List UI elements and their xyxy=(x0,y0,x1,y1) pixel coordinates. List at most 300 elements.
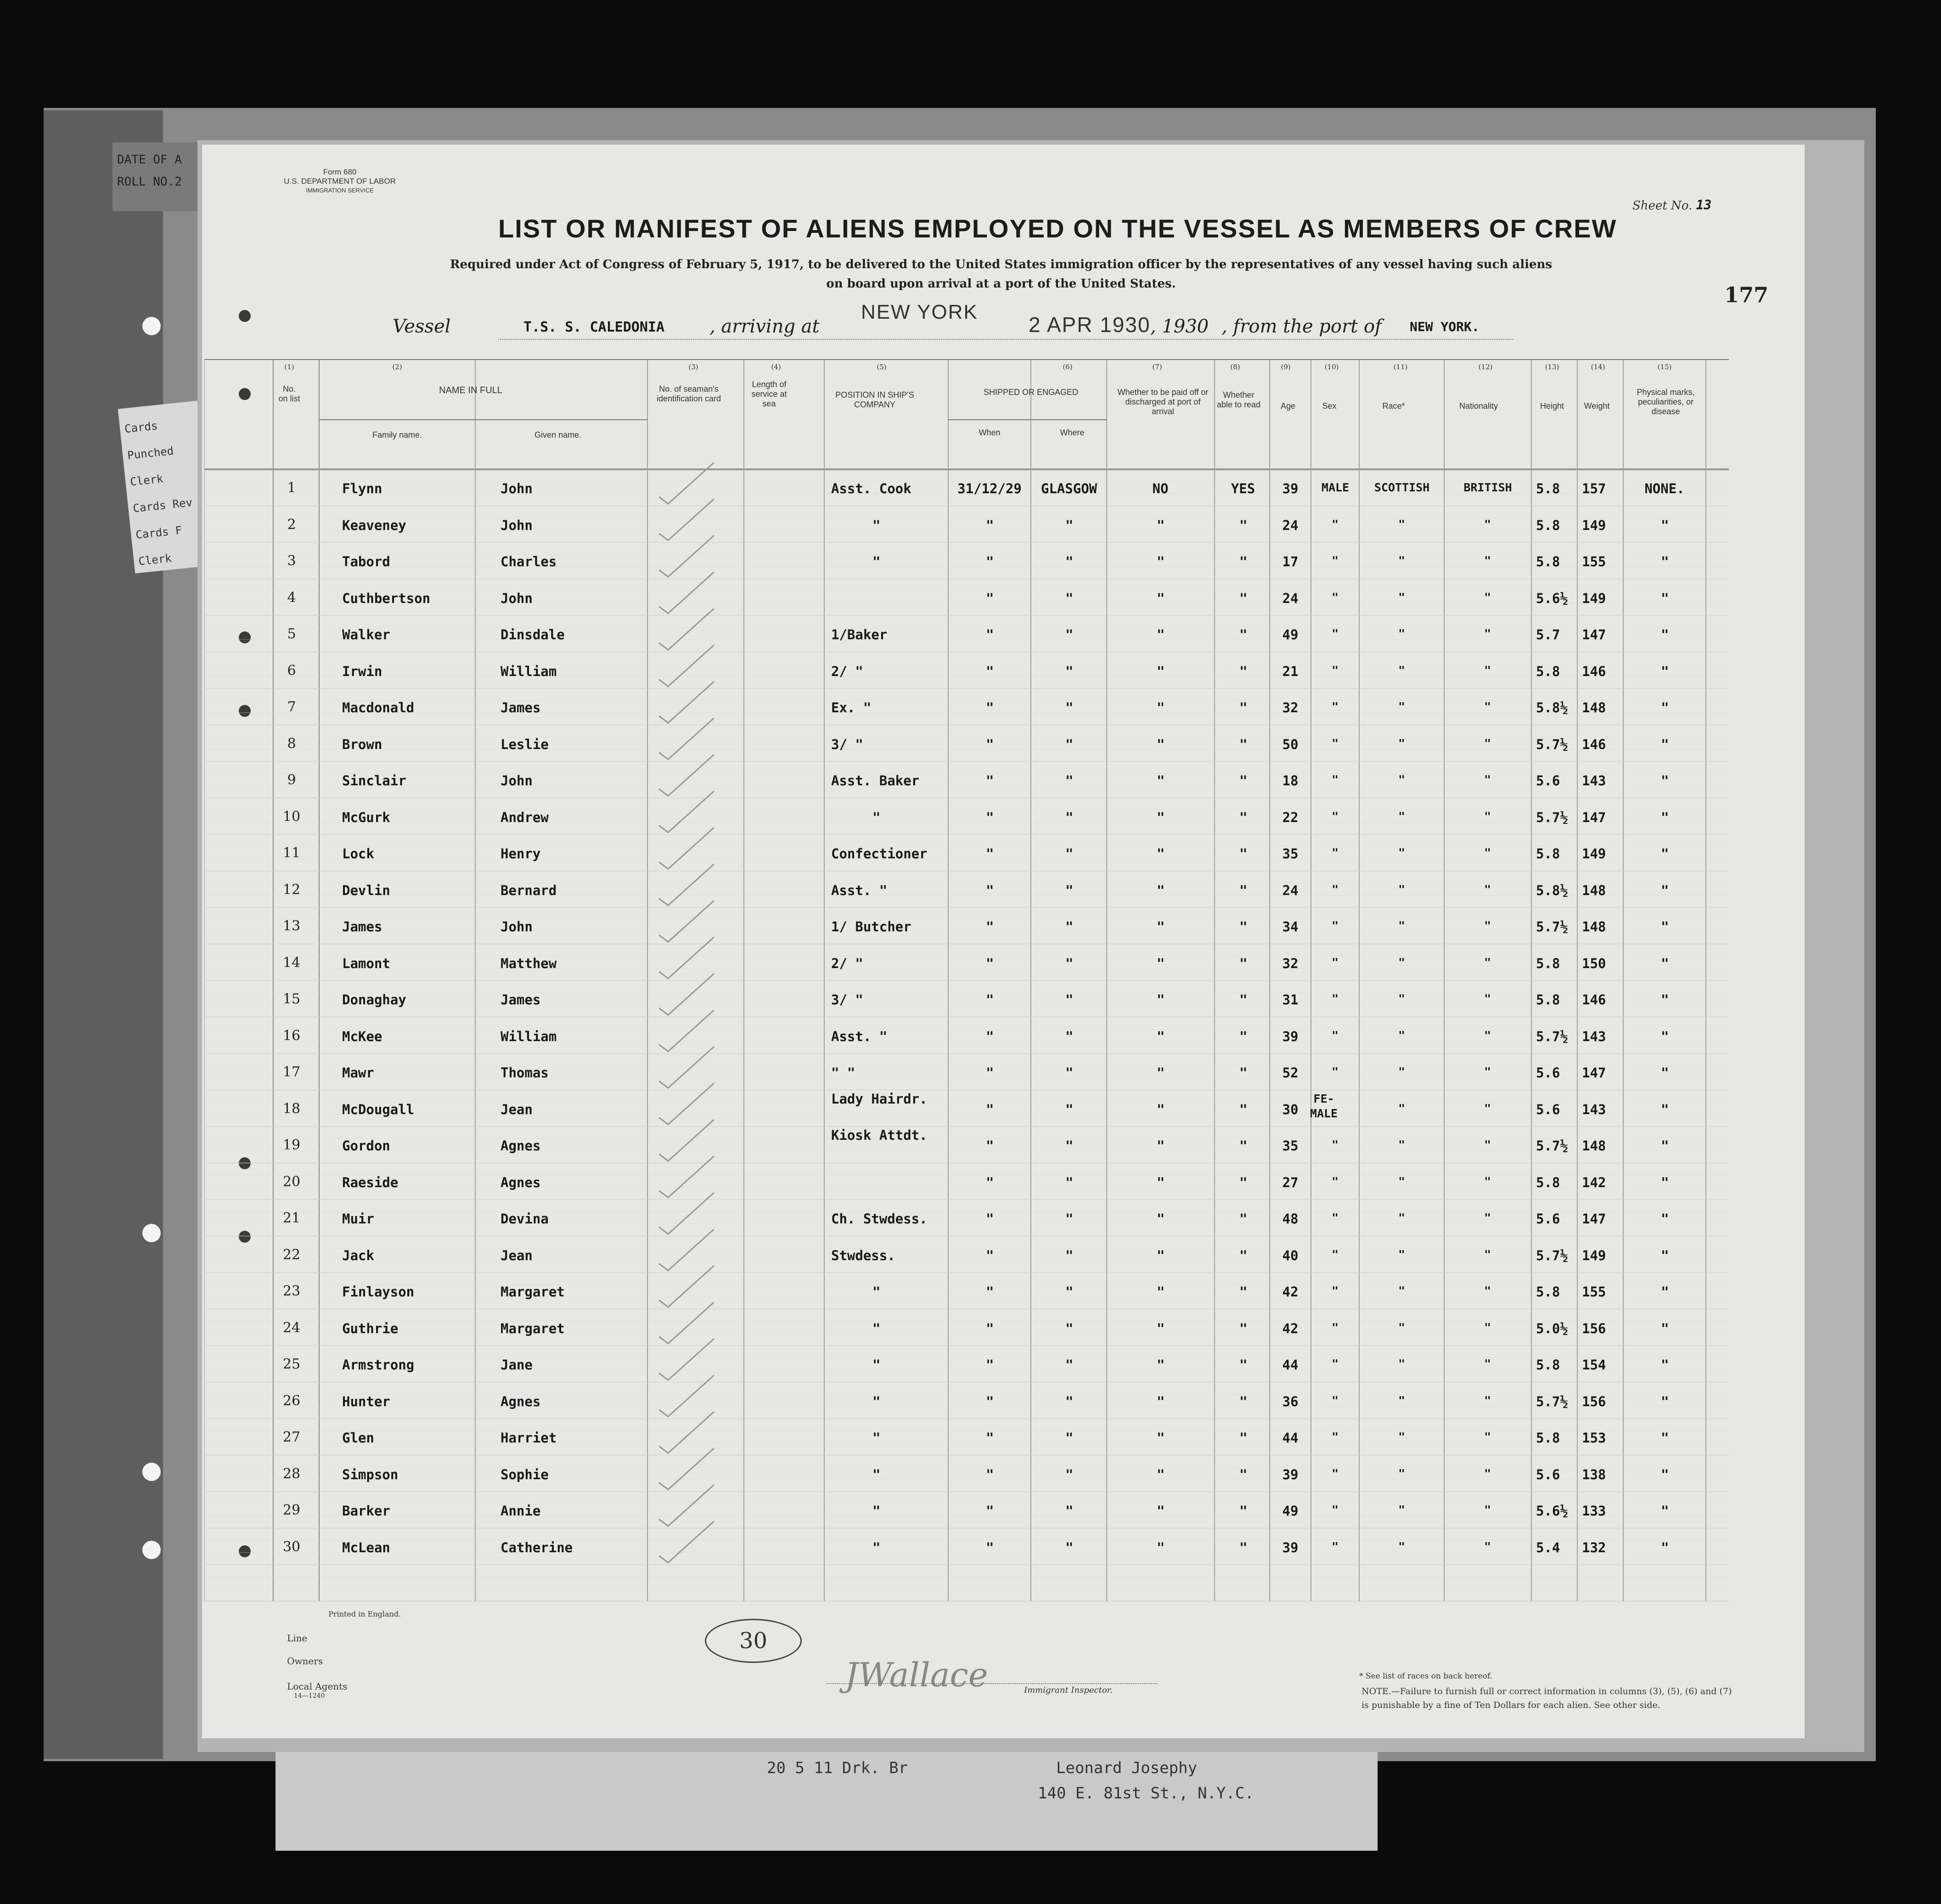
paid-off-cell: " xyxy=(1157,955,1165,971)
shipped-where-cell: " xyxy=(1065,1357,1074,1373)
given-name-cell: Andrew xyxy=(501,809,549,825)
family-name-cell: Sinclair xyxy=(342,773,406,789)
sex-cell: " xyxy=(1332,517,1339,531)
height-cell: 5.8 xyxy=(1536,1284,1560,1300)
nationality-cell: " xyxy=(1484,1430,1491,1443)
age-cell: 39 xyxy=(1282,1028,1299,1044)
weight-cell: 153 xyxy=(1582,1430,1606,1446)
shipped-when-cell: 31/12/29 xyxy=(957,481,1022,496)
service-name: IMMIGRATION SERVICE xyxy=(306,187,374,194)
row-number: 19 xyxy=(282,1137,301,1153)
race-cell: " xyxy=(1398,809,1406,823)
able-to-read-cell: " xyxy=(1239,1247,1248,1263)
able-to-read-cell: " xyxy=(1239,1284,1248,1300)
height-cell: 5.6 xyxy=(1536,773,1560,789)
position-cell: 3/ " xyxy=(831,992,863,1008)
paid-off-cell: " xyxy=(1157,1065,1165,1081)
checkmark-icon xyxy=(659,901,714,942)
physical-marks-cell: " xyxy=(1661,955,1669,971)
nationality-cell: " xyxy=(1484,919,1491,932)
sex-cell: " xyxy=(1332,1211,1339,1224)
given-name-cell: Leslie xyxy=(501,736,549,752)
able-to-read-cell: YES xyxy=(1231,481,1255,496)
checkmark-icon xyxy=(659,608,714,650)
family-name-cell: James xyxy=(342,919,383,935)
able-to-read-cell: " xyxy=(1239,1065,1248,1081)
given-name-cell: Charles xyxy=(501,554,557,569)
shipped-when-cell: " xyxy=(986,1393,994,1409)
position-cell: " xyxy=(872,517,881,533)
weight-cell: 148 xyxy=(1582,919,1606,935)
able-to-read-cell: " xyxy=(1239,627,1248,642)
family-name-cell: Lock xyxy=(342,846,374,862)
header-where: Where xyxy=(1060,428,1085,437)
nationality-cell: " xyxy=(1484,1320,1491,1334)
given-name-cell: John xyxy=(501,590,533,606)
age-cell: 36 xyxy=(1282,1393,1299,1409)
age-cell: 22 xyxy=(1282,809,1299,825)
height-cell: 5.8 xyxy=(1536,554,1560,569)
shipped-when-cell: " xyxy=(986,1211,994,1227)
row-number: 10 xyxy=(282,808,301,825)
given-name-cell: Agnes xyxy=(501,1174,541,1190)
race-cell: " xyxy=(1398,1320,1406,1334)
shipped-when-cell: " xyxy=(986,1320,994,1336)
left-sheet-edge xyxy=(44,110,163,1759)
weight-cell: 156 xyxy=(1582,1393,1606,1409)
sex-cell: " xyxy=(1332,700,1339,713)
column-number: (8) xyxy=(1230,363,1240,371)
penalty-note-2: is punishable by a fine of Ten Dollars for each alien. See other side. xyxy=(1362,1700,1660,1710)
able-to-read-cell: " xyxy=(1239,590,1248,606)
paid-off-cell: " xyxy=(1157,1430,1165,1446)
inspector-signature: JWallace xyxy=(845,1656,988,1694)
physical-marks-cell: " xyxy=(1661,1138,1669,1154)
race-cell: " xyxy=(1398,882,1406,896)
department-name: U.S. DEPARTMENT OF LABOR xyxy=(284,177,396,186)
weight-cell: 143 xyxy=(1582,1028,1606,1044)
height-cell: 5.8 xyxy=(1536,481,1560,496)
weight-cell: 142 xyxy=(1582,1174,1606,1190)
height-cell: 5.6 xyxy=(1536,1466,1560,1482)
column-number: (1) xyxy=(284,363,294,371)
able-to-read-cell: " xyxy=(1239,992,1248,1008)
nationality-cell: " xyxy=(1484,809,1491,823)
height-cell: 5.7½ xyxy=(1536,1247,1568,1263)
header-marks: Physical marks, peculiarities, or disease xyxy=(1637,388,1695,416)
arriving-label: , arriving at xyxy=(709,316,820,337)
header-when: When xyxy=(979,428,1001,437)
shipped-where-cell: " xyxy=(1065,1174,1074,1190)
shipped-when-cell: " xyxy=(986,663,994,679)
race-cell: " xyxy=(1398,992,1406,1005)
paid-off-cell: NO xyxy=(1152,481,1169,496)
age-cell: 24 xyxy=(1282,517,1299,533)
family-name-cell: Donaghay xyxy=(342,992,406,1008)
column-number: (9) xyxy=(1281,363,1291,371)
able-to-read-cell: " xyxy=(1239,846,1248,862)
shipped-where-cell: " xyxy=(1065,663,1074,679)
able-to-read-cell: " xyxy=(1239,882,1248,898)
family-name-cell: Guthrie xyxy=(342,1320,399,1336)
column-number: (2) xyxy=(392,363,402,371)
nationality-cell: " xyxy=(1484,736,1491,750)
paid-off-cell: " xyxy=(1157,1247,1165,1263)
weight-cell: 157 xyxy=(1582,481,1606,496)
checkmark-icon xyxy=(659,645,714,687)
physical-marks-cell: " xyxy=(1661,1101,1669,1117)
nationality-cell: " xyxy=(1484,1028,1491,1042)
shipped-where-cell: " xyxy=(1065,1430,1074,1446)
header-nationality: Nationality xyxy=(1459,401,1498,411)
able-to-read-cell: " xyxy=(1239,1211,1248,1227)
age-cell: 44 xyxy=(1282,1357,1299,1373)
able-to-read-cell: " xyxy=(1239,955,1248,971)
family-name-cell: Glen xyxy=(342,1430,374,1446)
row-number: 11 xyxy=(282,845,301,861)
shipped-where-cell: " xyxy=(1065,992,1074,1008)
from-port-label: , from the port of xyxy=(1221,316,1382,337)
shipped-when-cell: " xyxy=(986,1174,994,1190)
weight-cell: 133 xyxy=(1582,1503,1606,1519)
stub-line-2: ROLL NO.2 xyxy=(117,175,182,189)
paid-off-cell: " xyxy=(1157,809,1165,825)
physical-marks-cell: " xyxy=(1661,1503,1669,1519)
header-race: Race* xyxy=(1382,401,1405,411)
nationality-cell: " xyxy=(1484,554,1491,567)
race-cell: " xyxy=(1398,955,1406,969)
height-cell: 5.8 xyxy=(1536,1174,1560,1190)
family-name-cell: Raeside xyxy=(342,1174,399,1190)
height-cell: 5.7 xyxy=(1536,627,1560,642)
weight-cell: 147 xyxy=(1582,1211,1606,1227)
height-cell: 5.7½ xyxy=(1536,919,1568,935)
given-name-cell: William xyxy=(501,1028,557,1044)
checkmark-icon xyxy=(659,1485,714,1526)
family-name-cell: Tabord xyxy=(342,554,390,569)
shipped-where-cell: " xyxy=(1065,1138,1074,1154)
checkmark-icon xyxy=(659,1193,714,1234)
family-name-cell: Armstrong xyxy=(342,1357,415,1373)
height-cell: 5.6½ xyxy=(1536,1503,1568,1519)
sex-cell: " xyxy=(1332,1065,1339,1078)
nationality-cell: " xyxy=(1484,1539,1491,1553)
column-number: (13) xyxy=(1545,363,1559,371)
nationality-cell: " xyxy=(1484,955,1491,969)
printed-in: Printed in England. xyxy=(328,1610,401,1618)
family-name-cell: Keaveney xyxy=(342,517,406,533)
sex-cell: " xyxy=(1332,627,1339,640)
column-number: (4) xyxy=(771,363,781,371)
paid-off-cell: " xyxy=(1157,1357,1165,1373)
family-name-cell: Simpson xyxy=(342,1466,399,1482)
row-number: 20 xyxy=(282,1173,301,1190)
row-number: 21 xyxy=(282,1210,301,1226)
able-to-read-cell: " xyxy=(1239,1320,1248,1336)
punch-hole xyxy=(142,1541,161,1559)
paid-off-cell: " xyxy=(1157,846,1165,862)
able-to-read-cell: " xyxy=(1239,1357,1248,1373)
height-cell: 5.7½ xyxy=(1536,736,1568,752)
height-cell: 5.6 xyxy=(1536,1065,1560,1081)
column-number: (5) xyxy=(877,363,887,371)
nationality-cell: " xyxy=(1484,1138,1491,1151)
physical-marks-cell: " xyxy=(1661,517,1669,533)
race-cell: " xyxy=(1398,1357,1406,1370)
checkmark-icon xyxy=(659,718,714,760)
weight-cell: 132 xyxy=(1582,1539,1606,1555)
header-age: Age xyxy=(1280,401,1296,411)
height-cell: 5.7½ xyxy=(1536,809,1568,825)
row-number: 22 xyxy=(282,1246,301,1263)
row-number: 24 xyxy=(282,1319,301,1336)
height-cell: 5.0½ xyxy=(1536,1320,1568,1336)
shipped-where-cell: " xyxy=(1065,736,1074,752)
header-shipped: SHIPPED OR ENGAGED xyxy=(983,388,1079,397)
age-cell: 32 xyxy=(1282,700,1299,715)
able-to-read-cell: " xyxy=(1239,663,1248,679)
checkmark-icon xyxy=(659,1521,714,1563)
side-card-line: Clerk xyxy=(129,472,164,489)
position-cell: " xyxy=(872,1430,881,1446)
height-cell: 5.6 xyxy=(1536,1211,1560,1227)
sex-cell: FE-MALE xyxy=(1310,1092,1338,1120)
nationality-cell: " xyxy=(1484,1247,1491,1261)
able-to-read-cell: " xyxy=(1239,1393,1248,1409)
position-cell: Asst. Cook xyxy=(831,481,911,496)
form-code: 14—1240 xyxy=(294,1692,325,1700)
shipped-when-cell: " xyxy=(986,1503,994,1519)
header-position: POSITION IN SHIP'S COMPANY xyxy=(835,390,914,409)
weight-cell: 155 xyxy=(1582,554,1606,569)
able-to-read-cell: " xyxy=(1239,517,1248,533)
position-cell: " xyxy=(872,1284,881,1300)
shipped-when-cell: " xyxy=(986,517,994,533)
row-number: 16 xyxy=(282,1027,301,1044)
side-card-line: Cards F xyxy=(135,524,183,542)
inspector-rule xyxy=(827,1683,1157,1684)
column-number: (3) xyxy=(688,363,698,371)
nationality-cell: " xyxy=(1484,882,1491,896)
able-to-read-cell: " xyxy=(1239,809,1248,825)
checkmark-icon xyxy=(659,572,714,614)
subtitle-line-2: on board upon arrival at a port of the United States. xyxy=(826,277,1176,291)
given-name-cell: John xyxy=(501,481,533,496)
checkmark-icon xyxy=(659,682,714,723)
race-cell: " xyxy=(1398,627,1406,640)
position-cell: Stwdess. xyxy=(831,1247,895,1263)
shipped-when-cell: " xyxy=(986,992,994,1008)
stub-line-1: DATE OF A xyxy=(117,153,182,167)
race-cell: " xyxy=(1398,1247,1406,1261)
race-cell: " xyxy=(1398,1503,1406,1516)
age-cell: 31 xyxy=(1282,992,1299,1008)
given-name-cell: Agnes xyxy=(501,1393,541,1409)
shipped-when-cell: " xyxy=(986,1101,994,1117)
header-length-service: Length of service at sea xyxy=(751,380,787,408)
physical-marks-cell: " xyxy=(1661,1393,1669,1409)
nationality-cell: " xyxy=(1484,627,1491,640)
year-printed: , 1930 xyxy=(1150,316,1209,337)
given-name-cell: Jean xyxy=(501,1101,533,1117)
paid-off-cell: " xyxy=(1157,1284,1165,1300)
shipped-when-cell: " xyxy=(986,700,994,715)
circled-count xyxy=(705,1619,802,1663)
nationality-cell: " xyxy=(1484,846,1491,859)
sheet-label: Sheet No. xyxy=(1632,199,1693,213)
owners-label: Owners xyxy=(287,1656,323,1667)
nationality-cell: " xyxy=(1484,590,1491,604)
column-number: (7) xyxy=(1152,363,1162,371)
checkmark-icon xyxy=(659,1083,714,1125)
family-name-cell: Barker xyxy=(342,1503,390,1519)
height-cell: 5.7½ xyxy=(1536,1138,1568,1154)
weight-cell: 149 xyxy=(1582,517,1606,533)
row-number: 1 xyxy=(287,480,296,496)
shipped-where-cell: " xyxy=(1065,809,1074,825)
header-paid-off: Whether to be paid off or discharged at port of arrival xyxy=(1117,388,1209,416)
sex-cell: " xyxy=(1332,1393,1339,1407)
sex-cell: " xyxy=(1332,1320,1339,1334)
height-cell: 5.8 xyxy=(1536,1357,1560,1373)
paid-off-cell: " xyxy=(1157,590,1165,606)
able-to-read-cell: " xyxy=(1239,736,1248,752)
column-number: (12) xyxy=(1478,363,1493,371)
position-cell: 2/ " xyxy=(831,663,863,679)
race-cell: SCOTTISH xyxy=(1374,481,1430,494)
physical-marks-cell: " xyxy=(1661,1028,1669,1044)
weight-cell: 148 xyxy=(1582,700,1606,715)
checkmark-icon xyxy=(659,1156,714,1198)
physical-marks-cell: " xyxy=(1661,663,1669,679)
shipped-where-cell: " xyxy=(1065,846,1074,862)
given-name-cell: Henry xyxy=(501,846,541,862)
family-name-cell: Finlayson xyxy=(342,1284,415,1300)
punch-hole xyxy=(142,1224,161,1242)
position-cell: 1/ Butcher xyxy=(831,919,911,935)
header-no-on-list: No. on list xyxy=(278,384,300,403)
shipped-when-cell: " xyxy=(986,1466,994,1482)
physical-marks-cell: " xyxy=(1661,736,1669,752)
sex-cell: " xyxy=(1332,663,1339,677)
shipped-where-cell: " xyxy=(1065,1284,1074,1300)
physical-marks-cell: " xyxy=(1661,773,1669,789)
shipped-when-cell: " xyxy=(986,882,994,898)
row-number: 26 xyxy=(282,1392,301,1409)
nationality-cell: " xyxy=(1484,1174,1491,1188)
checkmark-icon xyxy=(659,755,714,796)
side-card-line: Cards Punched xyxy=(124,419,174,462)
race-cell: " xyxy=(1398,1065,1406,1078)
paid-off-cell: " xyxy=(1157,663,1165,679)
sex-cell: " xyxy=(1332,1247,1339,1261)
checkmark-icon xyxy=(659,1412,714,1453)
sex-cell: " xyxy=(1332,590,1339,604)
physical-marks-cell: " xyxy=(1661,1466,1669,1482)
physical-marks-cell: " xyxy=(1661,1065,1669,1081)
paid-off-cell: " xyxy=(1157,1539,1165,1555)
circled-count-value: 30 xyxy=(739,1628,768,1654)
weight-cell: 147 xyxy=(1582,809,1606,825)
able-to-read-cell: " xyxy=(1239,919,1248,935)
age-cell: 35 xyxy=(1282,846,1299,862)
age-cell: 24 xyxy=(1282,590,1299,606)
given-name-cell: Dinsdale xyxy=(501,627,565,642)
weight-cell: 148 xyxy=(1582,1138,1606,1154)
weight-cell: 156 xyxy=(1582,1320,1606,1336)
given-name-cell: Thomas xyxy=(501,1065,549,1081)
given-name-cell: Sophie xyxy=(501,1466,549,1482)
row-number: 4 xyxy=(287,589,296,606)
able-to-read-cell: " xyxy=(1239,773,1248,789)
position-cell: Ex. " xyxy=(831,700,872,715)
shipped-when-cell: " xyxy=(986,1284,994,1300)
family-name-cell: Gordon xyxy=(342,1138,390,1154)
weight-cell: 146 xyxy=(1582,736,1606,752)
able-to-read-cell: " xyxy=(1239,1028,1248,1044)
age-cell: 32 xyxy=(1282,955,1299,971)
sex-cell: " xyxy=(1332,1138,1339,1151)
column-number: (6) xyxy=(1063,363,1073,371)
given-name-cell: James xyxy=(501,700,541,715)
age-cell: 50 xyxy=(1282,736,1299,752)
shipped-when-cell: " xyxy=(986,1065,994,1081)
date-stamp: 2 APR 1930 xyxy=(1029,313,1151,337)
position-cell: " xyxy=(872,554,881,569)
race-cell: " xyxy=(1398,736,1406,750)
race-cell: " xyxy=(1398,517,1406,531)
shipped-where-cell: " xyxy=(1065,919,1074,935)
age-cell: 35 xyxy=(1282,1138,1299,1154)
weight-cell: 146 xyxy=(1582,663,1606,679)
physical-marks-cell: " xyxy=(1661,882,1669,898)
able-to-read-cell: " xyxy=(1239,1503,1248,1519)
weight-cell: 150 xyxy=(1582,955,1606,971)
line-label: Line xyxy=(287,1633,308,1644)
paid-off-cell: " xyxy=(1157,700,1165,715)
shipped-where-cell: " xyxy=(1065,1466,1074,1482)
family-name-cell: McKee xyxy=(342,1028,383,1044)
age-cell: 24 xyxy=(1282,882,1299,898)
sex-cell: " xyxy=(1332,1466,1339,1480)
shipped-where-cell: " xyxy=(1065,882,1074,898)
age-cell: 42 xyxy=(1282,1320,1299,1336)
sex-cell: " xyxy=(1332,1284,1339,1297)
checkmark-icon xyxy=(659,1375,714,1417)
shipped-where-cell: " xyxy=(1065,700,1074,715)
shipped-where-cell: " xyxy=(1065,1503,1074,1519)
punch-hole xyxy=(142,1463,161,1481)
physical-marks-cell: NONE. xyxy=(1644,481,1685,496)
height-cell: 5.8 xyxy=(1536,846,1560,862)
given-name-cell: Matthew xyxy=(501,955,557,971)
weight-cell: 149 xyxy=(1582,590,1606,606)
sheet-number xyxy=(1632,197,1711,213)
sex-cell: " xyxy=(1332,1174,1339,1188)
race-cell: " xyxy=(1398,700,1406,713)
nationality-cell: " xyxy=(1484,773,1491,786)
position-cell: " " xyxy=(831,1065,855,1081)
family-name-cell: Muir xyxy=(342,1211,374,1227)
physical-marks-cell: " xyxy=(1661,1430,1669,1446)
physical-marks-cell: " xyxy=(1661,1357,1669,1373)
penalty-note-1: NOTE.—Failure to furnish full or correct information in columns (3), (5), (6) and (7) xyxy=(1362,1686,1732,1696)
paid-off-cell: " xyxy=(1157,1028,1165,1044)
shipped-when-cell: " xyxy=(986,846,994,862)
race-cell: " xyxy=(1398,1174,1406,1188)
checkmark-icon xyxy=(659,1266,714,1307)
row-number: 25 xyxy=(282,1356,301,1372)
